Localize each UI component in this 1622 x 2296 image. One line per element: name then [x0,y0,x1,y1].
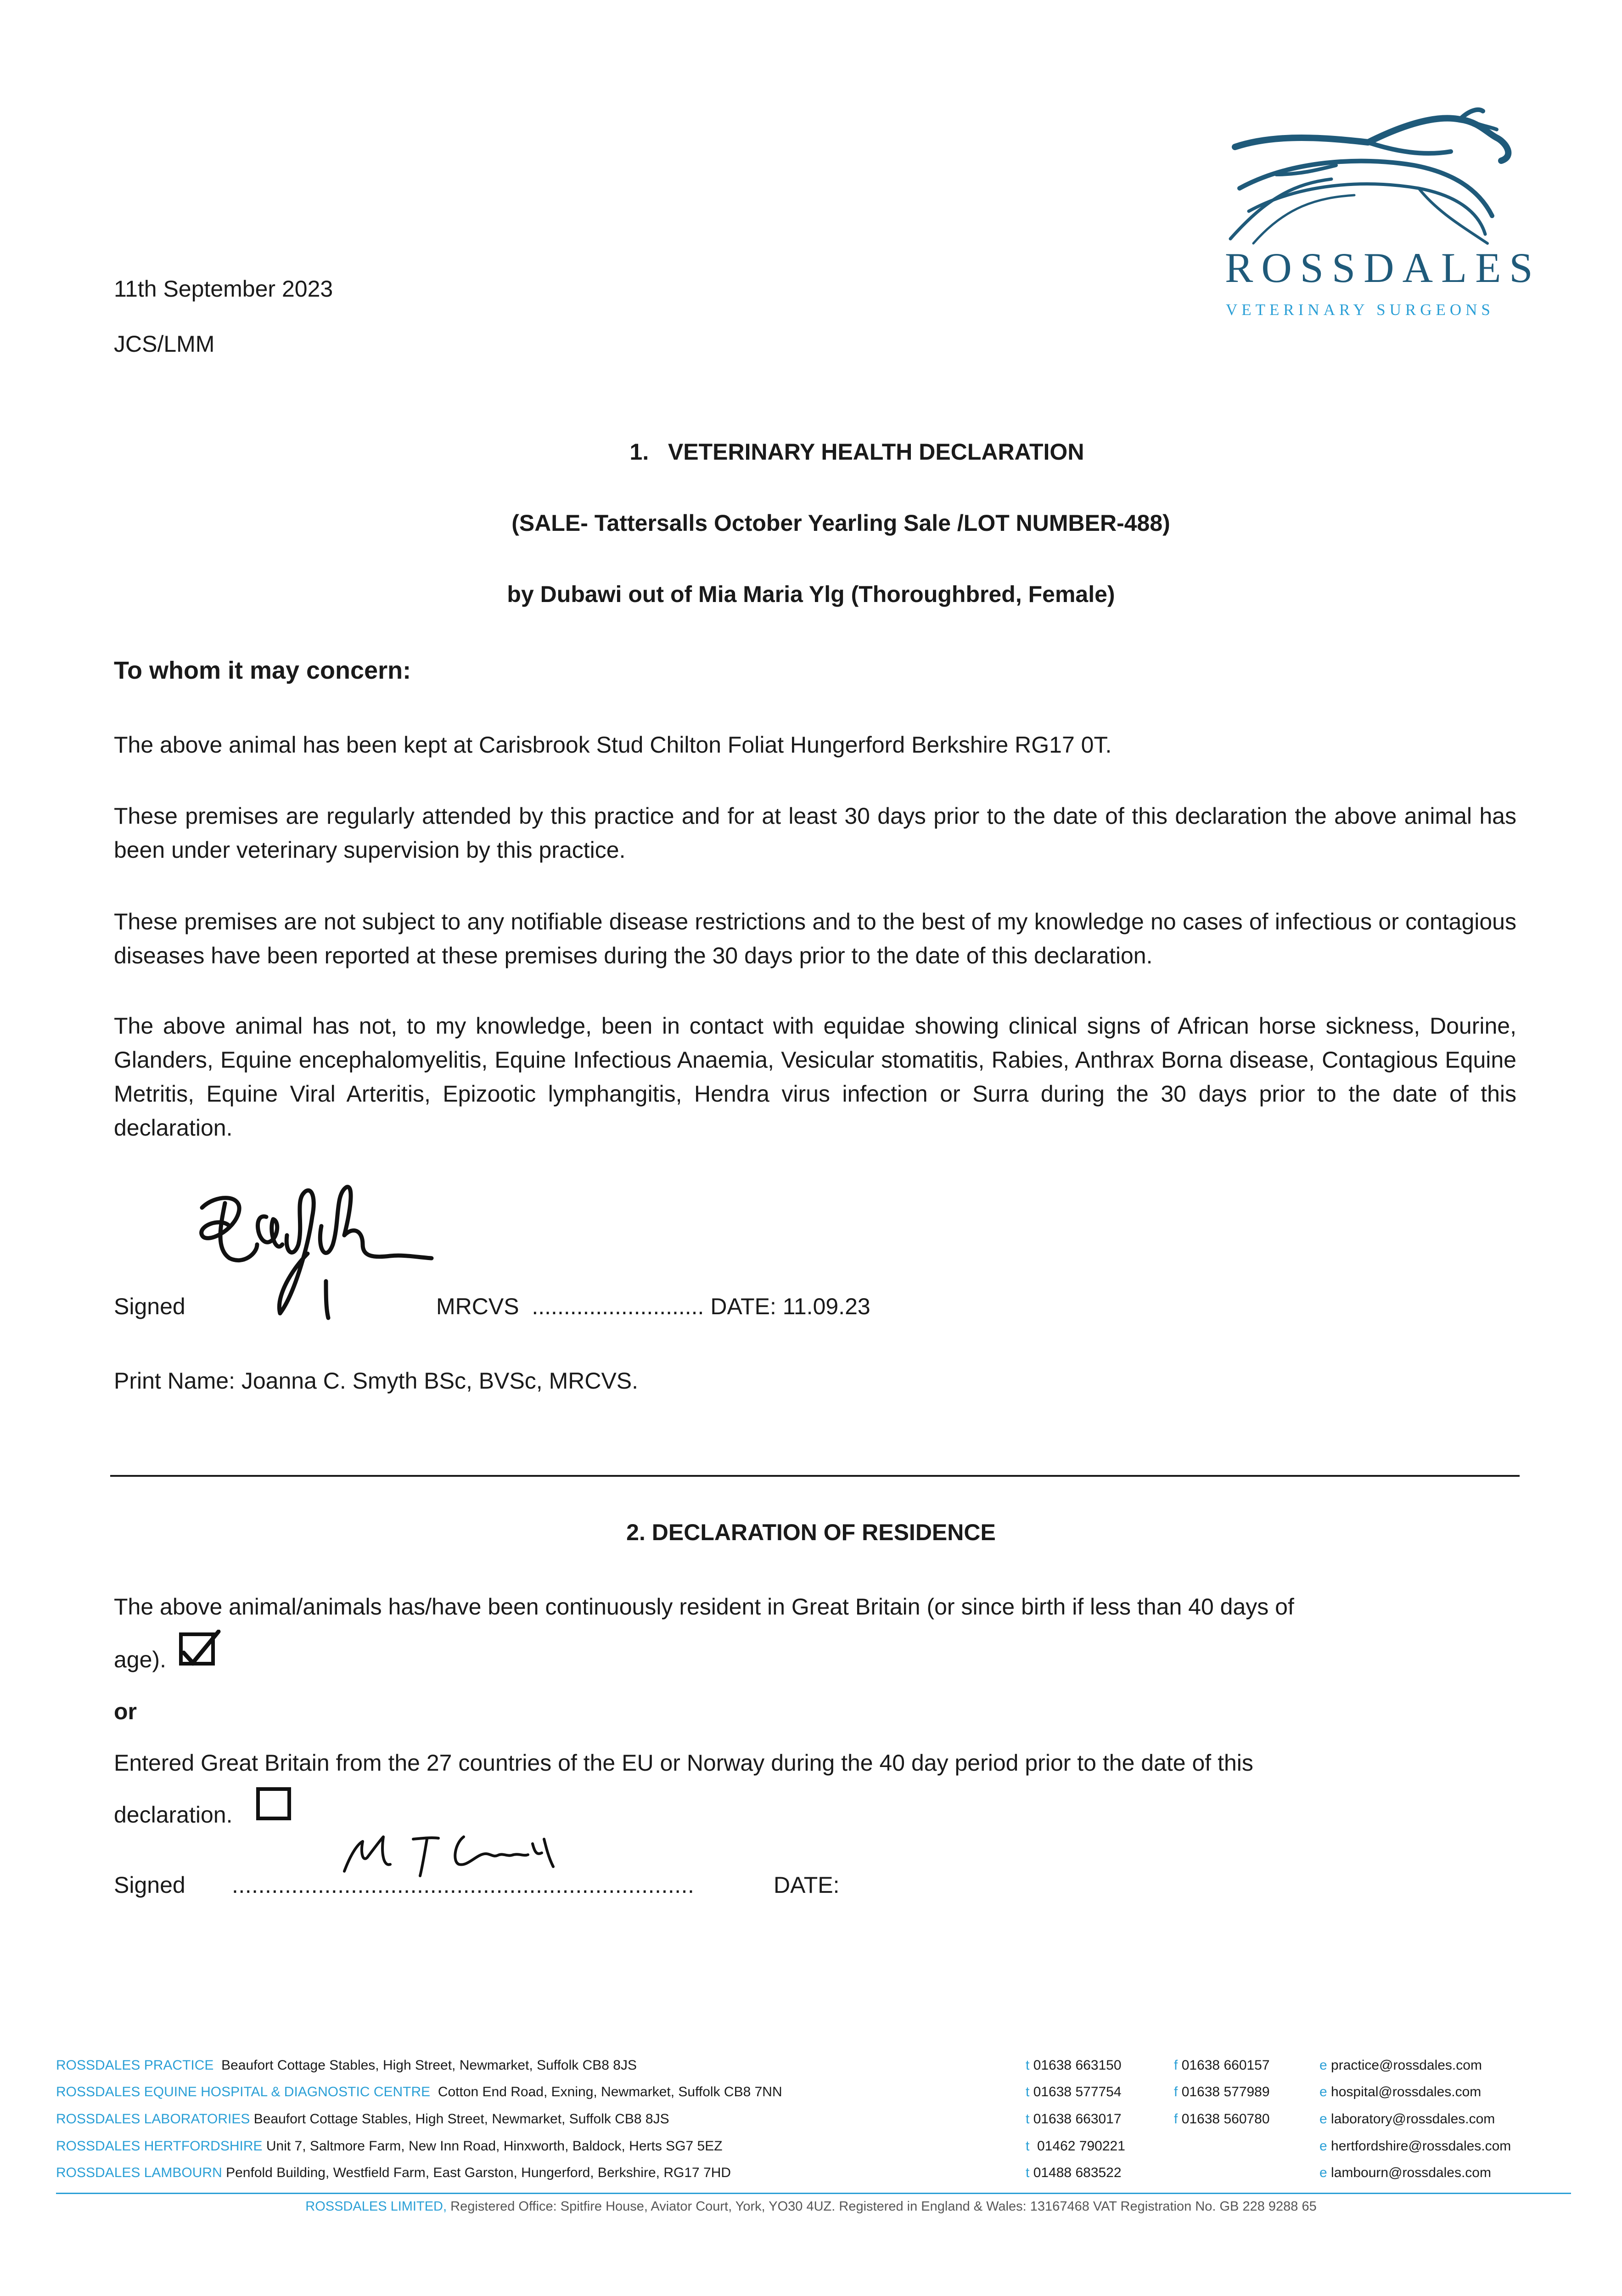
vet-signature [188,1176,445,1322]
paragraph-supervision: These premises are regularly attended by this practice and for at least 30 days prior to the date of this declaration the above animal has been under veterinary supervision by this practice. [114,803,1516,863]
residence-date-label: DATE: [774,1872,840,1898]
section1-heading-text: VETERINARY HEALTH DECLARATION [668,439,1084,465]
logo-name: ROSSDALES [1225,244,1541,291]
office-address: Beaufort Cottage Stables, High Street, Newmarket, Suffolk CB8 8JS [221,2058,637,2073]
company-name: ROSSDALES LIMITED, [305,2199,447,2214]
paragraph-restrictions: These premises are not subject to any notifiable disease restrictions and to the best of my knowledge no cases of infectious or contagious diseases have been reported at these premises during the 30 days prior to the date of this declaration. [114,909,1516,968]
office-label: ROSSDALES LAMBOURN [56,2165,222,2180]
office-laboratories [56,2110,669,2128]
section-divider [110,1475,1520,1477]
resident-checkbox[interactable] [179,1632,215,1666]
tel-practice: t 01638 663150 [1026,2058,1122,2073]
mrcvs-dots: ........................... [532,1294,704,1319]
footer-divider [56,2193,1571,2194]
sale-line: (SALE- Tattersalls October Yearling Sale /LOT NUMBER-488) [511,510,1170,536]
letter-reference: JCS/LMM [114,331,215,357]
fax-practice: f 01638 660157 [1174,2058,1270,2073]
or-label: or [114,1699,137,1724]
registered-details: Registered Office: Spitfire House, Aviator Court, York, YO30 4UZ. Registered in England & Wales: 13167468 VAT Registration No. GB 228 9288 65 [450,2199,1317,2214]
tel-hertfordshire: t 01462 790221 [1026,2138,1125,2154]
office-practice [56,2056,637,2075]
residence-option1-line1: The above animal/animals has/have been continuously resident in Great Britain (or since birth if less than 40 days of [114,1594,1294,1620]
eu-entry-checkbox[interactable] [256,1787,291,1820]
residence-option1-line2: age). [114,1647,166,1672]
office-label: ROSSDALES LABORATORIES [56,2111,250,2127]
animal-line: by Dubawi out of Mia Maria Ylg (Thoroughbred, Female) [507,581,1115,607]
tel-laboratories: t 01638 663017 [1026,2111,1122,2127]
tel-lambourn: t 01488 683522 [1026,2165,1122,2180]
print-name: Print Name: Joanna C. Smyth BSc, BVSc, MRCVS. [114,1368,639,1394]
email-practice[interactable]: e practice@rossdales.com [1319,2058,1482,2073]
office-hospital [56,2083,782,2101]
salutation: To whom it may concern: [114,657,411,684]
email-laboratory[interactable]: e laboratory@rossdales.com [1319,2111,1495,2127]
letter-date: 11th September 2023 [114,276,333,302]
fax-laboratories: f 01638 560780 [1174,2111,1270,2127]
email-lambourn[interactable]: e lambourn@rossdales.com [1319,2165,1491,2180]
rossdales-logo [1221,106,1541,335]
paragraph-contact: The above animal has not, to my knowledge, been in contact with equidae showing clinical signs of African horse sickness, Dourine, Glanders, Equine encephalomyelitis, Equine Infectious Anaemia, Vesicular stomatitis, Rabies, Anthrax Borna disease, Contagious Equine Metritis, Equine Viral Arteritis, Epizootic lymphangitis, Hendra virus infection or Surra during the 30 days prior to the date of this declaration. [114,1013,1516,1141]
office-address: Unit 7, Saltmore Farm, New Inn Road, Hinxworth, Baldock, Herts SG7 5EZ [266,2138,723,2154]
office-label: ROSSDALES PRACTICE [56,2058,214,2073]
section2-heading: 2. DECLARATION OF RESIDENCE [626,1519,996,1545]
checkmark-icon [180,1630,221,1666]
section1-heading [0,435,1622,469]
residence-option2-line2: declaration. [114,1802,233,1828]
office-address: Beaufort Cottage Stables, High Street, Newmarket, Suffolk CB8 8JS [253,2111,669,2127]
registered-office [0,2197,1622,2216]
tel-hospital: t 01638 577754 [1026,2084,1122,2099]
office-label: ROSSDALES EQUINE HOSPITAL & DIAGNOSTIC CENTRE [56,2084,431,2099]
logo-tagline: VETERINARY SURGEONS [1226,301,1494,319]
office-hertfordshire [56,2137,723,2155]
email-hertfordshire[interactable]: e hertfordshire@rossdales.com [1319,2138,1511,2154]
section1-heading-number: 1. [629,439,649,465]
office-address: Cotton End Road, Exning, Newmarket, Suffolk CB8 7NN [438,2084,782,2099]
horse-logo-icon [1221,106,1533,257]
mrcvs-line [436,1289,870,1323]
signed-label-2: Signed [114,1872,185,1898]
signed-label-1: Signed [114,1294,185,1319]
mrcvs-label: MRCVS [436,1294,519,1319]
fax-hospital: f 01638 577989 [1174,2084,1270,2099]
office-lambourn [56,2164,731,2182]
declaration-date: DATE: 11.09.23 [710,1294,870,1319]
residence-option2-line1: Entered Great Britain from the 27 countries of the EU or Norway during the 40 day period prior to the date of this [114,1750,1253,1776]
paragraph-premises: The above animal has been kept at Carisbrook Stud Chilton Foliat Hungerford Berkshire RG17 0T. [114,732,1112,758]
office-label: ROSSDALES HERTFORDSHIRE [56,2138,263,2154]
office-address: Penfold Building, Westfield Farm, East Garston, Hungerford, Berkshire, RG17 7HD [226,2165,731,2180]
signature-dots-2: ...................................................................... [232,1872,695,1898]
email-hospital[interactable]: e hospital@rossdales.com [1319,2084,1482,2099]
